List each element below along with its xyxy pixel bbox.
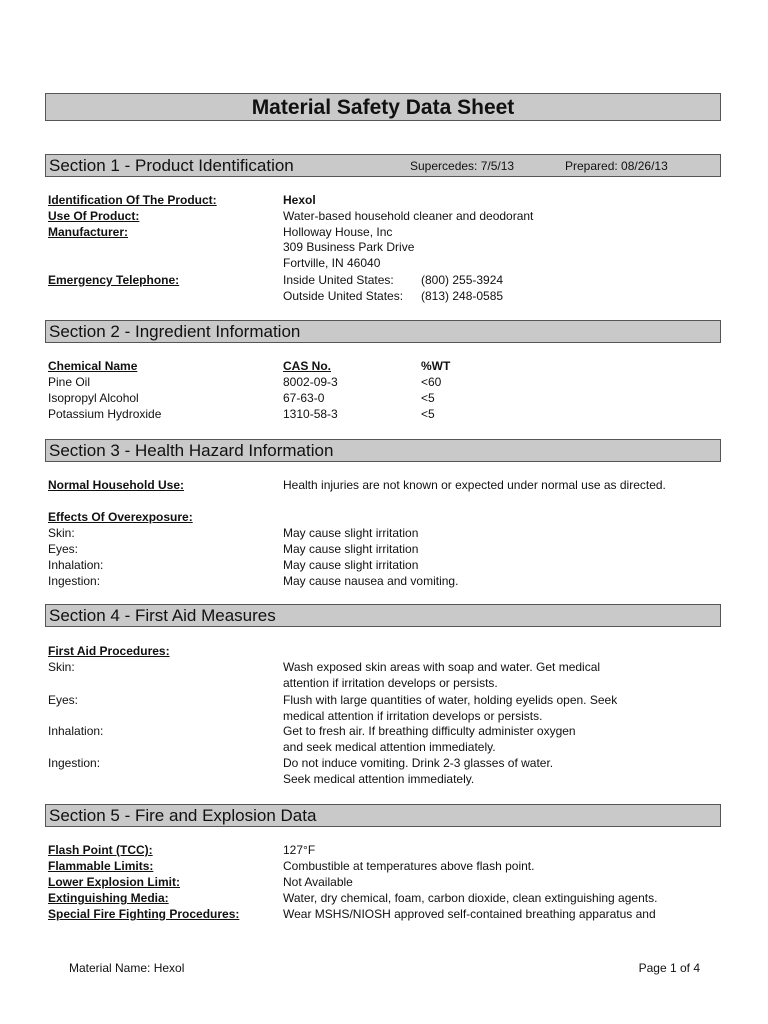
first-aid-instruction: Seek medical attention immediately. (283, 772, 475, 786)
product-id-label: Identification Of The Product: (48, 193, 217, 207)
first-aid-route: Skin: (48, 660, 75, 674)
tel-outside-label: Outside United States: (283, 289, 404, 303)
product-id-value: Hexol (283, 193, 316, 207)
col-chemical-name: Chemical Name (48, 359, 138, 373)
section-2-title: Section 2 - Ingredient Information (49, 322, 301, 341)
fire-data-value: Combustible at temperatures above flash point. (283, 859, 535, 873)
fire-data-label: Extinguishing Media: (48, 891, 169, 905)
manufacturer-city: Fortville, IN 46040 (283, 256, 381, 270)
section-5-title: Section 5 - Fire and Explosion Data (49, 806, 317, 825)
section-1-header (45, 154, 721, 177)
fire-data-label: Special Fire Fighting Procedures: (48, 907, 240, 921)
effect-description: May cause slight irritation (283, 526, 419, 540)
document-title: Material Safety Data Sheet (45, 93, 721, 121)
section-4-title: Section 4 - First Aid Measures (49, 606, 276, 625)
manufacturer-name: Holloway House, Inc (283, 225, 393, 239)
normal-use-value: Health injuries are not known or expected under normal use as directed. (283, 478, 666, 492)
first-aid-instruction: Wash exposed skin areas with soap and water. Get medical (283, 660, 601, 674)
ingredient-wt: <5 (421, 391, 435, 405)
col-cas-no: CAS No. (283, 359, 331, 373)
fire-data-label: Flash Point (TCC): (48, 843, 153, 857)
fire-data-label: Lower Explosion Limit: (48, 875, 181, 889)
first-aid-instruction: attention if irritation develops or persists. (283, 676, 498, 690)
first-aid-label: First Aid Procedures: (48, 644, 170, 658)
supercedes-date: Supercedes: 7/5/13 (410, 159, 515, 173)
section-5-header (45, 804, 721, 827)
footer-page-number: Page 1 of 4 (638, 961, 700, 975)
ingredient-name: Potassium Hydroxide (48, 407, 162, 421)
first-aid-route: Inhalation: (48, 724, 104, 738)
ingredient-cas: 1310-58-3 (283, 407, 338, 421)
ingredient-name: Isopropyl Alcohol (48, 391, 139, 405)
effect-route: Skin: (48, 526, 75, 540)
section-3-title: Section 3 - Health Hazard Information (49, 441, 334, 460)
effect-description: May cause slight irritation (283, 558, 419, 572)
ingredient-wt: <60 (421, 375, 442, 389)
first-aid-instruction: Do not induce vomiting. Drink 2-3 glasses of water. (283, 756, 554, 770)
normal-use-label: Normal Household Use: (48, 478, 185, 492)
section-1-title: Section 1 - Product Identification (49, 156, 294, 175)
effect-route: Inhalation: (48, 558, 104, 572)
manufacturer-street: 309 Business Park Drive (283, 240, 415, 254)
section-4-header (45, 604, 721, 627)
effect-route: Eyes: (48, 542, 79, 556)
ingredient-cas: 8002-09-3 (283, 375, 338, 389)
effect-description: May cause slight irritation (283, 542, 419, 556)
tel-inside-label: Inside United States: (283, 273, 394, 287)
ingredient-cas: 67-63-0 (283, 391, 325, 405)
ingredient-wt: <5 (421, 407, 435, 421)
first-aid-instruction: Get to fresh air. If breathing difficulty administer oxygen (283, 724, 576, 738)
first-aid-route: Ingestion: (48, 756, 101, 770)
first-aid-route: Eyes: (48, 693, 79, 707)
footer-material-name: Material Name: Hexol (69, 961, 185, 975)
tel-inside-number: (800) 255-3924 (421, 273, 504, 287)
section-3-header (45, 439, 721, 462)
fire-data-value: Wear MSHS/NIOSH approved self-contained breathing apparatus and (283, 907, 656, 921)
emergency-telephone-label: Emergency Telephone: (48, 273, 180, 287)
section-2-header (45, 320, 721, 343)
product-use-value: Water-based household cleaner and deodorant (283, 209, 534, 223)
ingredient-name: Pine Oil (48, 375, 91, 389)
manufacturer-label: Manufacturer: (48, 225, 129, 239)
fire-data-label: Flammable Limits: (48, 859, 154, 873)
fire-data-value: Not Available (283, 875, 353, 889)
product-use-label: Use Of Product: (48, 209, 140, 223)
col-percent-wt: %WT (421, 359, 451, 373)
fire-data-value: 127°F (283, 843, 316, 857)
effect-route: Ingestion: (48, 574, 101, 588)
first-aid-instruction: and seek medical attention immediately. (283, 740, 496, 754)
first-aid-instruction: medical attention if irritation develops or persists. (283, 709, 543, 723)
tel-outside-number: (813) 248-0585 (421, 289, 504, 303)
fire-data-value: Water, dry chemical, foam, carbon dioxide, clean extinguishing agents. (283, 891, 658, 905)
first-aid-instruction: Flush with large quantities of water, holding eyelids open. Seek (283, 693, 618, 707)
effect-description: May cause nausea and vomiting. (283, 574, 459, 588)
effects-label: Effects Of Overexposure: (48, 510, 193, 524)
prepared-date: Prepared: 08/26/13 (565, 159, 668, 173)
